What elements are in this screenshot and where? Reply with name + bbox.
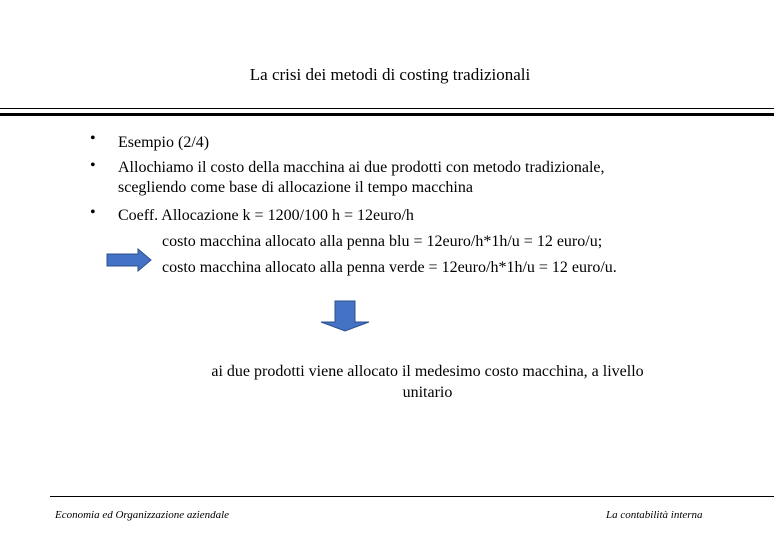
computation-blue-pen: costo macchina allocato alla penna blu = 12euro/h*1h/u = 12 euro/u; [162, 233, 603, 250]
bullet-marker: • [90, 157, 96, 174]
footer-section-title: La contabilità interna [606, 509, 703, 521]
bullet-allocation-coefficient: Coeff. Allocazione k = 1200/100 h = 12euro/h [118, 207, 414, 224]
header-divider-thick [0, 113, 774, 116]
bullet-example-heading: Esempio (2/4) [118, 134, 210, 151]
conclusion-line2: unitario [402, 384, 453, 401]
down-arrow-icon [319, 300, 371, 332]
right-arrow-icon [106, 248, 152, 272]
footer-divider [50, 496, 774, 497]
bullet-marker: • [90, 130, 96, 147]
bullet-allocation-line1: Allochiamo il costo della macchina ai due prodotti con metodo tradizionale, [118, 159, 605, 176]
bullet-allocation-line2: scegliendo come base di allocazione il tempo macchina [118, 179, 473, 196]
bullet-allocation-method [118, 158, 605, 198]
footer-course-title: Economia ed Organizzazione aziendale [55, 509, 230, 521]
header-divider-thin [0, 108, 774, 109]
computation-green-pen: costo macchina allocato alla penna verde = 12euro/h*1h/u = 12 euro/u. [162, 259, 617, 276]
slide-title: La crisi dei metodi di costing tradizionali [249, 65, 531, 84]
conclusion-line1: ai due prodotti viene allocato il medesimo costo macchina, a livello [211, 363, 644, 380]
bullet-marker: • [90, 204, 96, 221]
conclusion-text [160, 361, 695, 403]
